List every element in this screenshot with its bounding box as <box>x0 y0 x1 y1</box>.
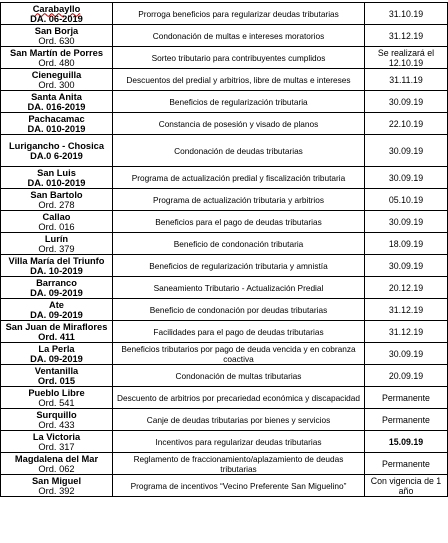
deadline-cell: 30.09.19 <box>365 167 448 189</box>
municipality-name: San Miguel <box>31 475 82 486</box>
ordinance-number: DA. 09-2019 <box>30 287 83 298</box>
ordinance-number: Ord. 379 <box>38 243 75 254</box>
benefit-cell: Facilidades para el pago de deudas tributarias <box>113 321 365 343</box>
deadline-cell: 22.10.19 <box>365 113 448 135</box>
table-row <box>1 167 448 189</box>
ordinance-number: DA.0 6-2019 <box>30 150 83 161</box>
table-row <box>1 299 448 321</box>
deadline-cell: 30.09.19 <box>365 211 448 233</box>
benefit-cell: Incentivos para regularizar deudas tributarias <box>113 431 365 453</box>
municipality-cell <box>1 91 113 113</box>
deadline-cell: 30.09.19 <box>365 91 448 113</box>
ordinance-number: DA. 016-2019 <box>27 101 86 112</box>
table-row <box>1 25 448 47</box>
municipality-name: Lurín <box>44 233 69 244</box>
municipality-name: Carabayllo <box>32 3 81 14</box>
ordinance-number: DA. 09-2019 <box>30 309 83 320</box>
table-row <box>1 475 448 497</box>
table-row <box>1 365 448 387</box>
ordinance-number: DA. 010-2019 <box>27 123 86 134</box>
municipality-cell <box>1 233 113 255</box>
benefit-cell: Condonación de multas e intereses moratorios <box>113 25 365 47</box>
municipality-cell <box>1 167 113 189</box>
benefit-cell: Descuentos del predial y arbitrios, libre de multas e intereses <box>113 69 365 91</box>
benefit-cell: Condonación de deudas tributarias <box>113 135 365 167</box>
benefit-cell: Beneficios de regularización tributaria y amnistía <box>113 255 365 277</box>
benefits-table <box>0 2 448 497</box>
benefit-cell: Programa de actualización tributaria y arbitrios <box>113 189 365 211</box>
table-row <box>1 135 448 167</box>
municipality-name: La Perla <box>38 343 75 354</box>
deadline-cell: 20.12.19 <box>365 277 448 299</box>
ordinance-number: Ord. 317 <box>38 441 75 452</box>
ordinance-number: Ord. 630 <box>38 35 75 46</box>
ordinance-number: DA. 010-2019 <box>27 177 86 188</box>
ordinance-number: Ord. 411 <box>38 331 75 342</box>
deadline-cell: 05.10.19 <box>365 189 448 211</box>
deadline-cell: 30.09.19 <box>365 343 448 365</box>
ordinance-number: Ord. 541 <box>38 397 75 408</box>
benefit-cell: Beneficios para el pago de deudas tributarias <box>113 211 365 233</box>
table-row <box>1 91 448 113</box>
municipality-name: Barranco <box>36 277 77 288</box>
municipality-cell <box>1 135 113 167</box>
ordinance-number: DA. 06-2019 <box>30 13 83 24</box>
table-row <box>1 409 448 431</box>
table-row <box>1 255 448 277</box>
municipality-cell <box>1 255 113 277</box>
benefit-cell: Condonación de multas tributarias <box>113 365 365 387</box>
municipality-name: Ventanilla <box>34 365 79 376</box>
municipality-name: La Victoria <box>32 431 81 442</box>
municipality-cell <box>1 343 113 365</box>
table-row <box>1 69 448 91</box>
municipality-cell <box>1 189 113 211</box>
municipality-cell <box>1 299 113 321</box>
deadline-cell: 31.10.19 <box>365 3 448 25</box>
ordinance-number: Ord. 015 <box>37 375 76 386</box>
table-row <box>1 387 448 409</box>
municipality-name: San Luis <box>37 167 76 178</box>
ordinance-number: DA. 09-2019 <box>30 353 83 364</box>
table-row <box>1 3 448 25</box>
deadline-cell: 30.09.19 <box>365 255 448 277</box>
municipality-cell <box>1 113 113 135</box>
municipality-name: Pachacamac <box>28 113 85 124</box>
benefit-cell: Beneficio de condonación por deudas tributarias <box>113 299 365 321</box>
table-row <box>1 453 448 475</box>
deadline-cell: Con vigencia de 1 año <box>365 475 448 497</box>
ordinance-number: Ord. 392 <box>38 485 75 496</box>
benefit-cell: Sorteo tributario para contribuyentes cumplidos <box>113 47 365 69</box>
municipality-name: Lurigancho - Chosica <box>8 140 105 151</box>
ordinance-number: DA. 10-2019 <box>30 265 83 276</box>
table-row <box>1 431 448 453</box>
benefit-cell: Canje de deudas tributarias por bienes y servicios <box>113 409 365 431</box>
deadline-cell: Permanente <box>365 387 448 409</box>
table-row <box>1 233 448 255</box>
municipality-name: Magdalena del Mar <box>14 453 99 464</box>
municipality-cell <box>1 3 113 25</box>
municipality-cell <box>1 387 113 409</box>
municipality-cell <box>1 321 113 343</box>
table-row <box>1 211 448 233</box>
deadline-cell: Permanente <box>365 409 448 431</box>
benefit-cell: Beneficios tributarios por pago de deuda vencida y en cobranza coactiva <box>113 343 365 365</box>
municipality-cell <box>1 277 113 299</box>
table-row <box>1 343 448 365</box>
municipality-name: Santa Anita <box>31 91 82 102</box>
benefit-cell: Constancia de posesión y visado de planos <box>113 113 365 135</box>
ordinance-number: Ord. 433 <box>38 419 75 430</box>
benefit-cell: Descuento de arbitrios por precariedad económica y discapacidad <box>113 387 365 409</box>
benefit-cell: Saneamiento Tributario - Actualización Predial <box>113 277 365 299</box>
deadline-cell: Permanente <box>365 453 448 475</box>
municipality-name: Surquillo <box>36 409 77 420</box>
deadline-cell: 30.09.19 <box>365 135 448 167</box>
municipality-cell <box>1 211 113 233</box>
municipality-cell <box>1 475 113 497</box>
deadline-cell: 20.09.19 <box>365 365 448 387</box>
table-body <box>1 3 448 497</box>
deadline-cell: 18.09.19 <box>365 233 448 255</box>
municipality-name: San Bartolo <box>30 189 83 200</box>
municipality-name: Callao <box>42 211 71 222</box>
deadline-cell: 31.12.19 <box>365 299 448 321</box>
deadline-cell: Se realizará el 12.10.19 <box>365 47 448 69</box>
deadline-cell: 31.11.19 <box>365 69 448 91</box>
deadline-cell: 31.12.19 <box>365 321 448 343</box>
municipality-cell <box>1 409 113 431</box>
benefit-cell: Programa de actualización predial y fiscalización tributaria <box>113 167 365 189</box>
municipality-name: Ate <box>49 299 64 310</box>
ordinance-number: Ord. 480 <box>38 57 75 68</box>
municipality-cell <box>1 431 113 453</box>
municipality-name: Cieneguilla <box>31 69 82 80</box>
municipality-name: San Juan de Miraflores <box>5 321 108 332</box>
deadline-cell: 31.12.19 <box>365 25 448 47</box>
table-row <box>1 189 448 211</box>
benefit-cell: Reglamento de fraccionamiento/aplazamiento de deudas tributarias <box>113 453 365 475</box>
ordinance-number: Ord. 278 <box>38 199 75 210</box>
municipality-name: Villa María del Triunfo <box>8 255 105 266</box>
ordinance-number: Ord. 062 <box>38 463 75 474</box>
table-row <box>1 277 448 299</box>
benefit-cell: Beneficio de condonación tributaria <box>113 233 365 255</box>
deadline-cell: 15.09.19 <box>365 431 448 453</box>
municipality-cell <box>1 69 113 91</box>
table-row <box>1 47 448 69</box>
benefit-cell: Prorroga beneficios para regularizar deudas tributarias <box>113 3 365 25</box>
municipality-name: San Borja <box>34 25 79 36</box>
municipality-name: San Martín de Porres <box>10 47 103 58</box>
benefit-cell: Programa de incentivos “Vecino Preferente San Miguelino” <box>113 475 365 497</box>
municipality-cell <box>1 47 113 69</box>
municipality-cell <box>1 25 113 47</box>
municipality-cell <box>1 365 113 387</box>
ordinance-number: Ord. 016 <box>38 221 75 232</box>
table-row <box>1 321 448 343</box>
ordinance-number: Ord. 300 <box>38 79 75 90</box>
municipality-name: Pueblo Libre <box>28 387 85 398</box>
municipality-cell <box>1 453 113 475</box>
table-row <box>1 113 448 135</box>
benefit-cell: Beneficios de regularización tributaria <box>113 91 365 113</box>
